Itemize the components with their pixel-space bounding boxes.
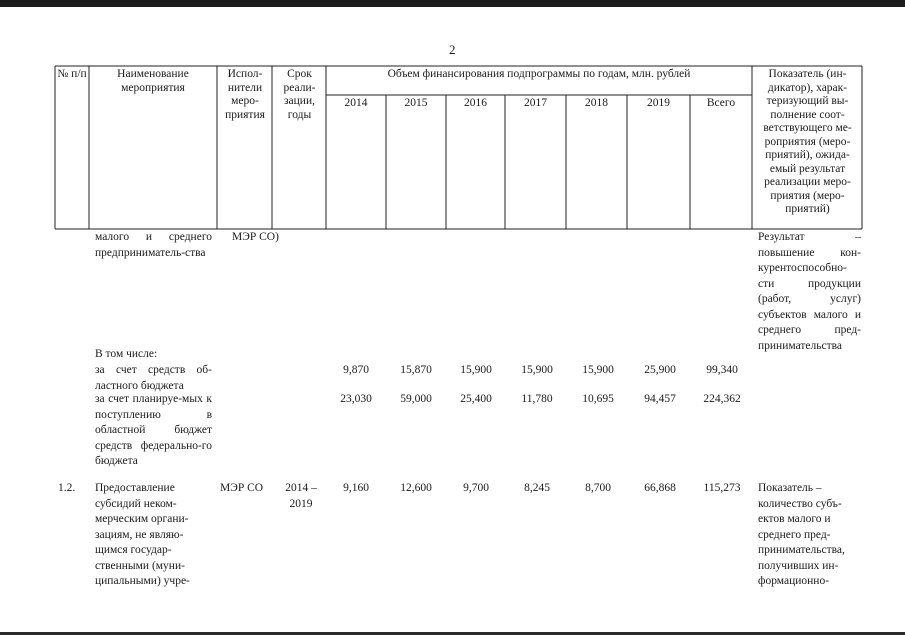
top-border <box>0 0 905 7</box>
row-1-2-total: 115,273 <box>703 482 741 494</box>
row-1-2-2016: 9,700 <box>463 482 489 494</box>
row-1-2-executor: МЭР СО <box>220 482 264 494</box>
row-continued-name: малого и среднего предприниматель-ства <box>95 231 212 259</box>
header-col-number: № п/п <box>57 68 87 80</box>
header-year-2015: 2015 <box>404 97 428 109</box>
sub-row-regional-2016: 15,900 <box>460 364 492 376</box>
sub-row-regional-2014: 9,870 <box>343 364 369 376</box>
sub-row-federal-2015: 59,000 <box>400 393 432 405</box>
sub-row-regional-2015: 15,870 <box>400 364 432 376</box>
row-1-2-2015: 12,600 <box>400 482 432 494</box>
header-year-2016: 2016 <box>464 97 487 109</box>
sub-row-regional-label: за счет средств об-ластного бюджета <box>95 364 212 392</box>
including-label: В том числе: <box>95 348 158 360</box>
sub-row-federal-2014: 23,030 <box>340 393 372 405</box>
row-1-2-2014: 9,160 <box>343 482 369 494</box>
row-1-2-2019: 66,868 <box>644 482 676 494</box>
header-col-term: Срок реали-зации, годы <box>283 68 316 121</box>
row-continued-result: Результат – повышение кон-курентоспособно-сти продукции (работ, услуг) субъектов малого и среднего пред-принимательства <box>758 231 861 352</box>
row-1-2-2018: 8,700 <box>585 482 611 494</box>
page-number: 2 <box>449 42 456 57</box>
header-year-2017: 2017 <box>524 97 547 109</box>
row-1-2-name: Предоставление субсидий неком-мерческим органи-зациям, не являю-щимся государ-ственными (муни-ципальными) учре- <box>95 482 190 587</box>
row-continued-executor: МЭР СО) <box>232 231 279 243</box>
row-1-2-number: 1.2. <box>58 482 76 494</box>
sub-row-federal-2016: 25,400 <box>460 393 492 405</box>
header-year-2014: 2014 <box>344 97 368 109</box>
header-total: Всего <box>706 97 736 109</box>
header-col-executor: Испол-нители меро-приятия <box>225 68 265 121</box>
row-1-2-term: 2014 – 2019 <box>285 482 317 510</box>
header-col-name: Наименование мероприятия <box>117 68 189 94</box>
header-year-2019: 2019 <box>647 97 670 109</box>
row-1-2-indicator: Показатель – количество субъ-ектов малого и среднего пред-принимательства, получивших ин-формационно- <box>758 482 845 587</box>
sub-row-regional-2018: 15,900 <box>582 364 614 376</box>
sub-row-regional-2017: 15,900 <box>521 364 553 376</box>
sub-row-federal-2017: 11,780 <box>521 393 553 405</box>
sub-row-federal-2019: 94,457 <box>644 393 676 405</box>
sub-row-federal-label: за счет планируе-мых к поступлению в областной бюджет средств федерально-го бюджета <box>95 393 212 467</box>
sub-row-regional-total: 99,340 <box>706 364 738 376</box>
header-col-indicator: Показатель (ин-дикатор), харак-теризующий вы-полнение соот-ветствующего ме-роприятия (меро-приятий), ожида-емый результат реализации меро-приятия (меро-приятий) <box>763 68 852 215</box>
bottom-border <box>0 632 905 635</box>
header-year-2018: 2018 <box>585 97 608 109</box>
sub-row-federal-total: 224,362 <box>703 393 741 405</box>
sub-row-regional-2019: 25,900 <box>644 364 676 376</box>
sub-row-federal-2018: 10,695 <box>582 393 614 405</box>
header-col-finance: Объем финансирования подпрограммы по годам, млн. рублей <box>387 68 691 80</box>
row-1-2-2017: 8,245 <box>524 482 550 494</box>
